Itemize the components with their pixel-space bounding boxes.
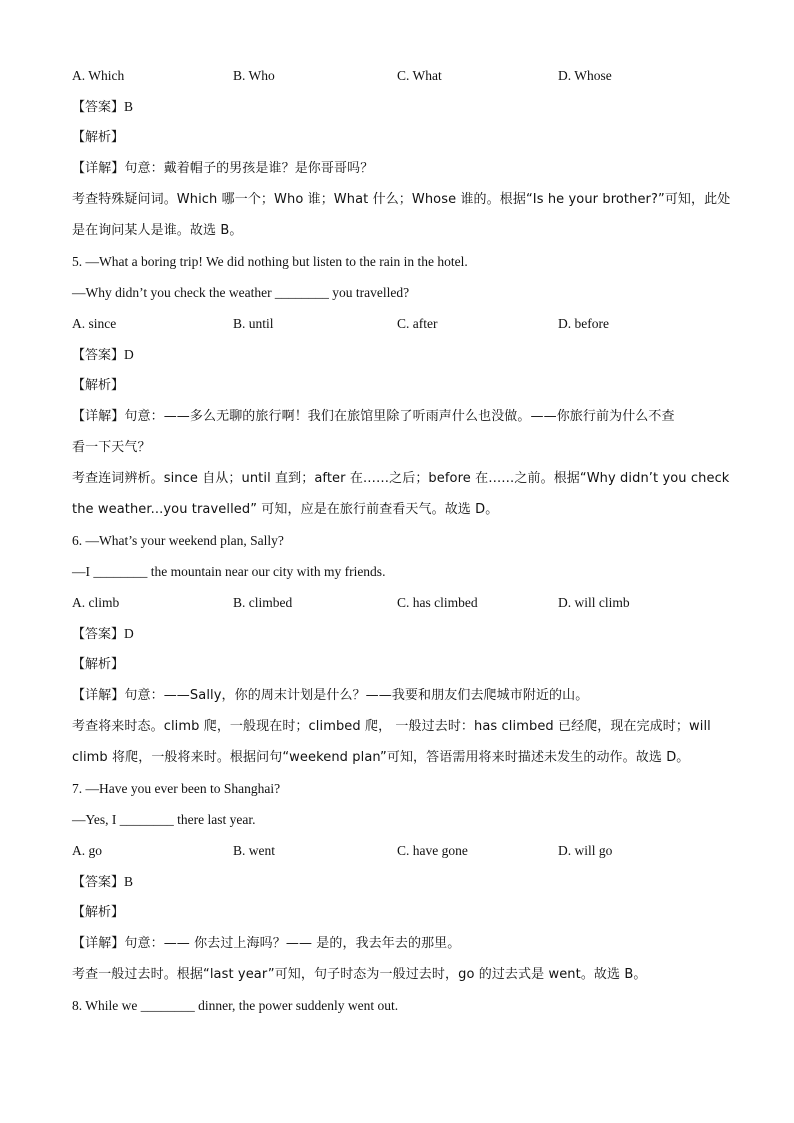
detail-text: 句意：—— 你去过上海吗？—— 是的，我去年去的那里。 [124, 936, 461, 951]
q5-explanation-line-1: 考查连词辨析。since 自从；until 直到；after 在……之后；before 在……之前。根据“Why didn’t you check [72, 471, 730, 486]
q4-detail [72, 153, 722, 184]
q6-option-b: B. climbed [233, 595, 293, 610]
detail-tag: 【详解】 [72, 688, 125, 703]
answer-tag: 【答案】 [72, 348, 125, 363]
q6-explanation-line-1: 考查将来时态。climb 爬，一般现在时；climbed 爬， 一般过去时：has climbed 已经爬，现在完成时；will [72, 719, 711, 734]
q5-detail-line-2: 看一下天气？ [72, 440, 151, 455]
q5-option-b: B. until [233, 316, 274, 331]
answer-value: B [124, 874, 134, 889]
q6-option-d: D. will climb [558, 595, 630, 610]
q4-option-a: A. Which [72, 68, 125, 83]
q7-option-b: B. went [233, 843, 275, 858]
q7-stem-line-2: —Yes, I ________ there last year. [72, 812, 256, 827]
answer-tag: 【答案】 [72, 627, 125, 642]
q4-option-d: D. Whose [558, 68, 612, 83]
detail-text: 句意：戴着帽子的男孩是谁？是你哥哥吗？ [124, 161, 374, 176]
detail-text: 句意：——多么无聊的旅行啊！我们在旅馆里除了听雨声什么也没做。——你旅行前为什么不查 [124, 409, 675, 424]
answer-tag: 【答案】 [72, 875, 125, 890]
q7-options [72, 835, 722, 866]
detail-tag: 【详解】 [72, 936, 125, 951]
q4-option-c: C. What [397, 68, 442, 83]
q5-option-a: A. since [72, 316, 117, 331]
q6-analysis-tag: 【解析】 [72, 657, 125, 672]
q4-explanation-line-2: 是在询问某人是谁。故选 B。 [72, 223, 243, 238]
q5-answer [72, 339, 722, 370]
q7-option-d: D. will go [558, 843, 613, 858]
q5-stem-line-2: —Why didn’t you check the weather ________ you travelled? [72, 285, 410, 300]
detail-tag: 【详解】 [72, 161, 125, 176]
q4-explanation-line-1: 考查特殊疑问词。Which 哪一个；Who 谁；What 什么；Whose 谁的。根据“Is he your brother?”可知，此处 [72, 192, 731, 207]
q7-explanation-line-1: 考查一般过去时。根据“last year”可知，句子时态为一般过去时，go 的过去式是 went。故选 B。 [72, 967, 647, 982]
q4-analysis-tag: 【解析】 [72, 130, 125, 145]
q5-option-d: D. before [558, 316, 609, 331]
q4-option-b: B. Who [233, 68, 275, 83]
detail-tag: 【详解】 [72, 409, 125, 424]
q6-option-a: A. climb [72, 595, 120, 610]
q7-stem-line-1: 7. —Have you ever been to Shanghai? [72, 781, 281, 796]
answer-value: B [124, 99, 134, 114]
q7-option-c: C. have gone [397, 843, 468, 858]
q5-options [72, 308, 722, 339]
detail-text: 句意：——Sally，你的周末计划是什么？——我要和朋友们去爬城市附近的山。 [124, 688, 589, 703]
answer-value: D [124, 626, 134, 641]
q7-analysis-tag: 【解析】 [72, 905, 125, 920]
document-page [72, 60, 731, 1021]
q5-explanation-line-2: the weather...you travelled” 可知，应是在旅行前查看天气。故选 D。 [72, 502, 499, 517]
q6-answer [72, 618, 722, 649]
q4-answer [72, 91, 722, 122]
q5-option-c: C. after [397, 316, 438, 331]
q6-options [72, 587, 722, 618]
answer-tag: 【答案】 [72, 100, 125, 115]
q6-detail [72, 680, 722, 711]
answer-value: D [124, 347, 134, 362]
q5-analysis-tag: 【解析】 [72, 378, 125, 393]
q7-option-a: A. go [72, 843, 102, 858]
q4-options [72, 60, 722, 91]
q6-option-c: C. has climbed [397, 595, 478, 610]
q6-stem-line-1: 6. —What’s your weekend plan, Sally? [72, 533, 284, 548]
q7-detail [72, 928, 722, 959]
q5-stem-line-1: 5. —What a boring trip! We did nothing but listen to the rain in the hotel. [72, 254, 468, 269]
q5-detail-line-1 [72, 401, 722, 432]
q6-stem-line-2: —I ________ the mountain near our city with my friends. [72, 564, 386, 579]
q6-explanation-line-2: climb 将爬，一般将来时。根据问句“weekend plan”可知，答语需用将来时描述未发生的动作。故选 D。 [72, 750, 690, 765]
q8-stem-line-1: 8. While we ________ dinner, the power suddenly went out. [72, 998, 399, 1013]
q7-answer [72, 866, 722, 897]
